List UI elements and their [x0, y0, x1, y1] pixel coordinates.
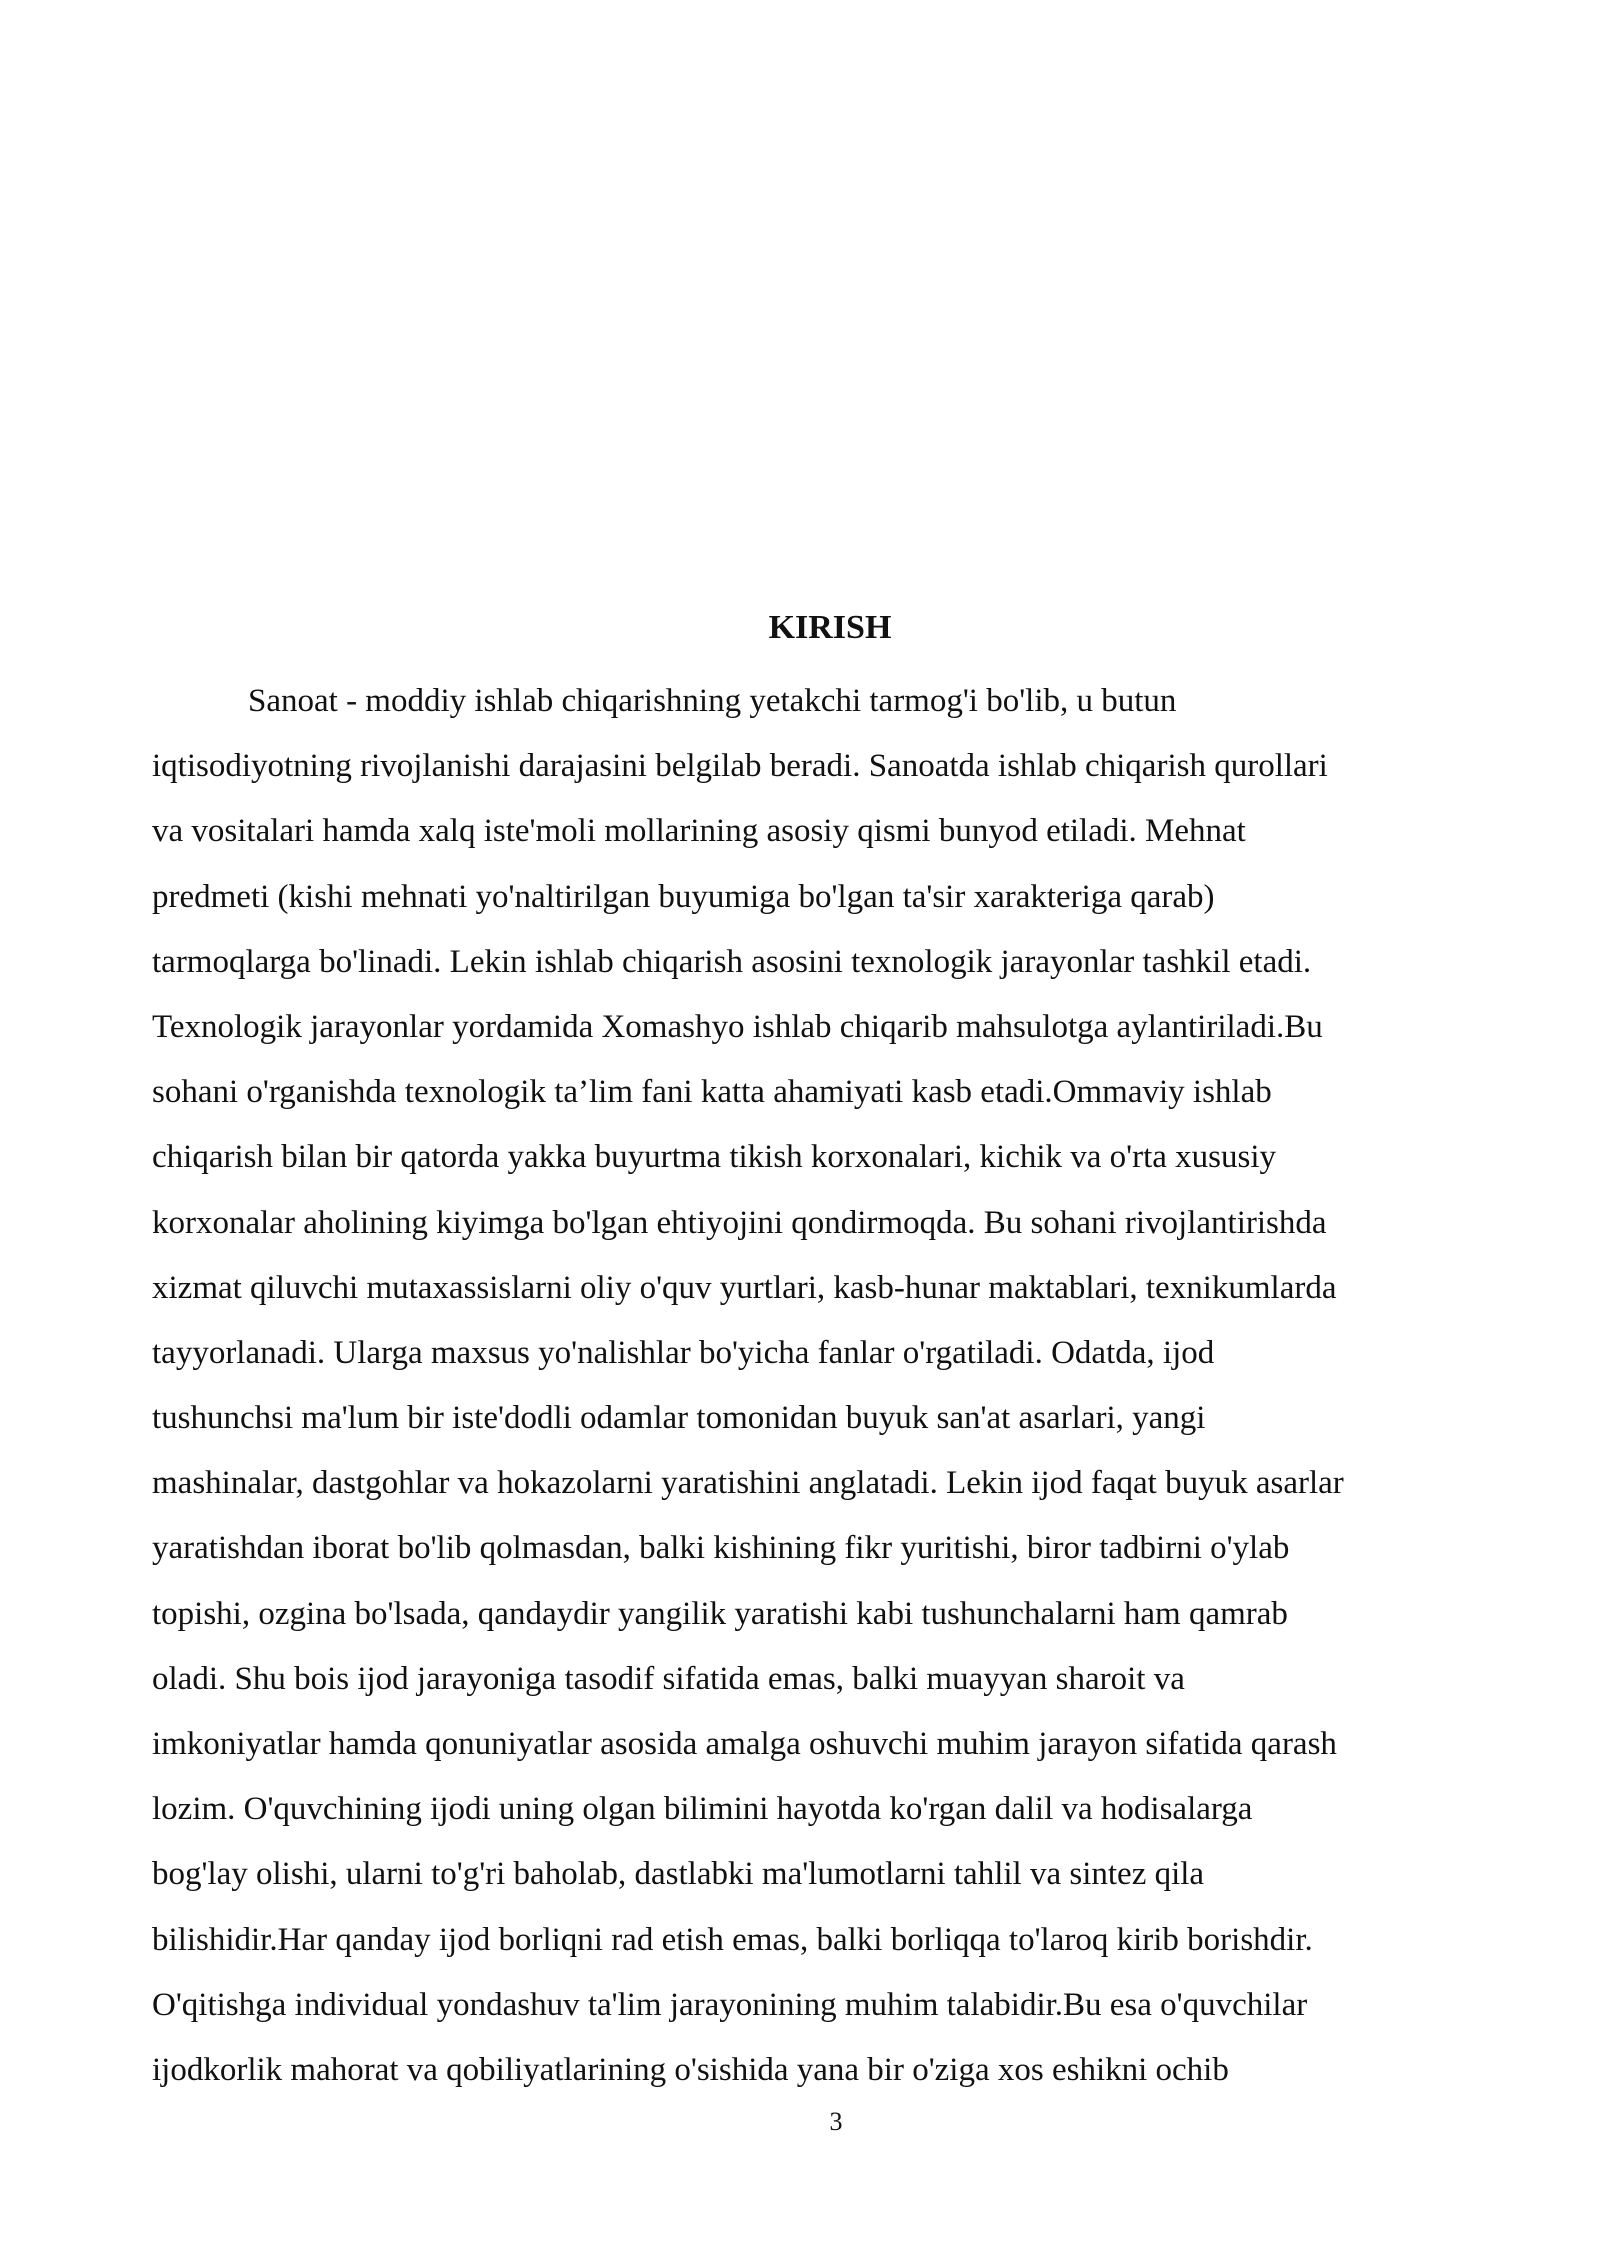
- page-number: 3: [829, 2107, 843, 2136]
- text-line: tushunchsi ma'lum bir iste'dodli odamlar tomonidan buyuk san'at asarlari, yangi: [152, 1400, 1206, 1437]
- text-line: predmeti (kishi mehnati yo'naltirilgan buyumiga bo'lgan ta'sir xarakteriga qarab): [152, 878, 1215, 915]
- text-line: imkoniyatlar hamda qonuniyatlar asosida amalga oshuvchi muhim jarayon sifatida qarash: [152, 1726, 1337, 1762]
- text-line: yaratishdan iborat bo'lib qolmasdan, balki kishining fikr yuritishi, biror tadbirni o'ylab: [152, 1530, 1290, 1567]
- text-line: chiqarish bilan bir qatorda yakka buyurtma tikish korxonalari, kichik va o'rta xususiy: [152, 1139, 1277, 1176]
- text-line: Texnologik jarayonlar yordamida Xomashyo ishlab chiqarib mahsulotga aylantiriladi.Bu: [152, 1008, 1323, 1045]
- text-line: xizmat qiluvchi mutaxassislarni oliy o'quv yurtlari, kasb-hunar maktablari, texnikumlarda: [152, 1269, 1337, 1306]
- text-line: iqtisodiyotning rivojlanishi darajasini belgilab beradi. Sanoatda ishlab chiqarish qurollari: [152, 748, 1328, 785]
- text-line: ijodkorlik mahorat va qobiliyatlarining o'sishida yana bir o'ziga xos eshikni ochib: [152, 2051, 1229, 2088]
- text-line: tayyorlanadi. Ularga maxsus yo'nalishlar bo'yicha fanlar o'rgatiladi. Odatda, ijod: [152, 1334, 1215, 1371]
- text-line: O'qitishga individual yondashuv ta'lim jarayonining muhim talabidir.Bu esa o'quvchilar: [152, 1986, 1308, 2023]
- body-paragraph: [152, 669, 1522, 2103]
- text-line: topishi, ozgina bo'lsada, qandaydir yangilik yaratishi kabi tushunchalarni ham qamrab: [152, 1595, 1288, 1632]
- text-line: tarmoqlarga bo'linadi. Lekin ishlab chiqarish asosini texnologik jarayonlar tashkil etadi.: [152, 943, 1312, 980]
- text-line: mashinalar, dastgohlar va hokazolarni yaratishini anglatadi. Lekin ijod faqat buyuk asarlar: [152, 1465, 1344, 1502]
- text-line: bog'lay olishi, ularni to'g'ri baholab, dastlabki ma'lumotlarni tahlil va sintez qila: [152, 1856, 1205, 1893]
- text-line: oladi. Shu bois ijod jarayoniga tasodif sifatida emas, balki muayyan sharoit va: [152, 1660, 1185, 1697]
- text-line: Sanoat - moddiy ishlab chiqarishning yetakchi tarmog'i bo'lib, u butun: [248, 683, 1177, 719]
- text-line: sohani o'rganishda texnologik ta’lim fani katta ahamiyati kasb etadi.Ommaviy ishlab: [152, 1074, 1272, 1111]
- text-line: lozim. O'quvchining ijodi uning olgan bilimini hayotda ko'rgan dalil va hodisalarga: [152, 1791, 1253, 1828]
- text-line: bilishidir.Har qanday ijod borliqni rad etish emas, balki borliqqa to'laroq kirib borishdir.: [152, 1921, 1313, 1958]
- text-line: va vositalari hamda xalq iste'moli mollarining asosiy qismi bunyod etiladi. Mehnat: [152, 813, 1246, 850]
- section-heading: KIRISH: [768, 609, 892, 646]
- text-line: korxonalar aholining kiyimga bo'lgan ehtiyojini qondirmoqda. Bu sohani rivojlantirishda: [152, 1204, 1327, 1241]
